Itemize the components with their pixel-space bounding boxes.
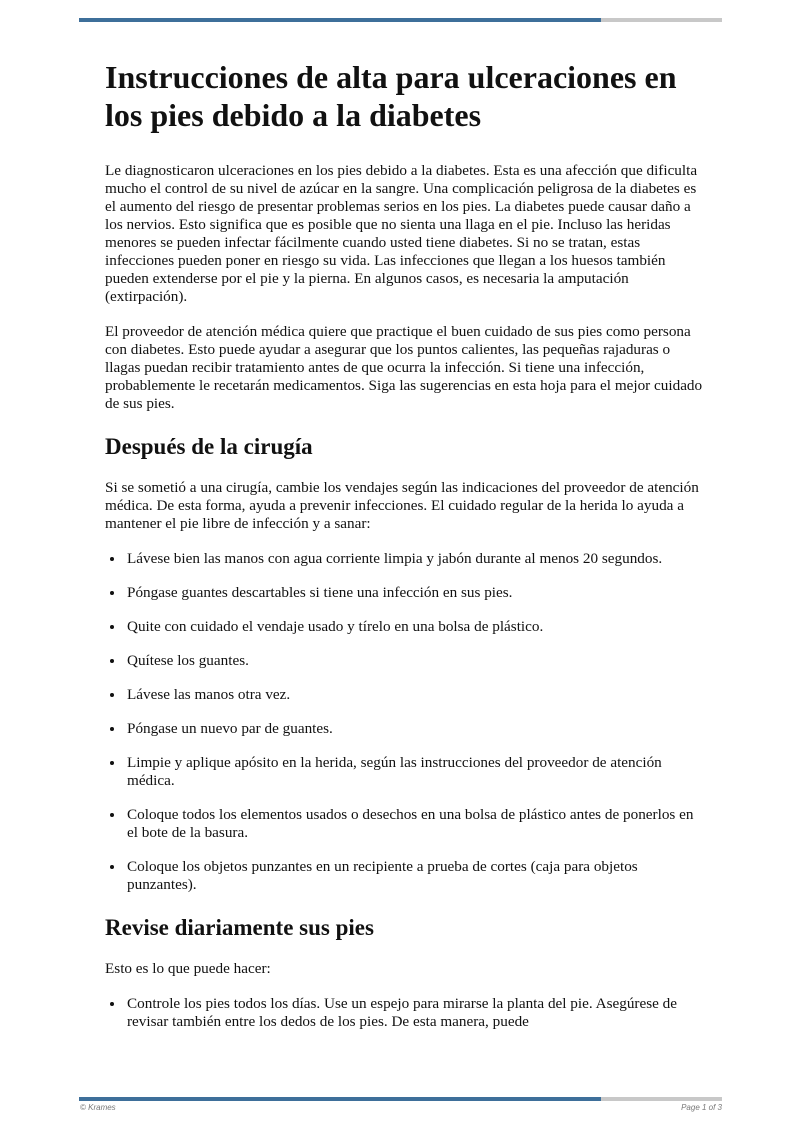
daily-check-list [105,995,705,1031]
footer-page-number: Page 1 of 3 [681,1103,722,1112]
list-item: • Limpie y aplique apósito en la herida, según las instrucciones del proveedor de atención médica. [125,754,705,790]
top-progress-fill [79,18,601,22]
list-item: • Póngase guantes descartables si tiene una infección en sus pies. [125,584,705,602]
top-progress-bar [79,18,722,22]
list-item: • Lávese las manos otra vez. [125,686,705,704]
list-item: • Quítese los guantes. [125,652,705,670]
document-body [105,58,705,1031]
list-item: • Póngase un nuevo par de guantes. [125,720,705,738]
section-heading-after-surgery: Después de la cirugía [105,434,313,459]
section-heading-daily-check: Revise diariamente sus pies [105,915,374,940]
bottom-progress-bar [79,1097,722,1101]
bottom-progress-fill [79,1097,601,1101]
list-item: • Coloque todos los elementos usados o desechos en una bolsa de plástico antes de ponerlos en el bote de la basura. [125,806,705,842]
intro-paragraph-2: El proveedor de atención médica quiere que practique el buen cuidado de sus pies como persona con diabetes. Esto puede ayudar a asegurar que los puntos calientes, las pequeñas rajaduras o llagas puedan recibir tratamiento antes de que ocurra la infección. Si tiene una infección, probablemente le recetarán medicamentos. Siga las sugerencias en esta hoja para el mejor cuidado de sus pies. [105,323,703,412]
section-text-daily-check: Esto es lo que puede hacer: [105,960,271,977]
list-item: • Coloque los objetos punzantes en un recipiente a prueba de cortes (caja para objetos punzantes). [125,858,705,894]
list-item: • Controle los pies todos los días. Use un espejo para mirarse la planta del pie. Asegúrese de revisar también entre los dedos de los pies. De esta manera, puede [125,995,705,1031]
footer-copyright: © Krames [80,1103,116,1112]
after-surgery-list [105,550,705,894]
list-item: • Lávese bien las manos con agua corriente limpia y jabón durante al menos 20 segundos. [125,550,705,568]
intro-paragraph-1: Le diagnosticaron ulceraciones en los pies debido a la diabetes. Esta es una afección que dificulta mucho el control de su nivel de azúcar en la sangre. Una complicación peligrosa de la diabetes es el aumento del riesgo de presentar problemas serios en los pies. La diabetes puede causar daño a los nervios. Esto significa que es posible que no sienta una llaga en el pie. Incluso las heridas menores se pueden infectar fácilmente cuando usted tiene diabetes. Si no se tratan, estas infecciones pueden poner en riesgo su vida. Las infecciones que llegan a los huesos también pueden extenderse por el pie y la pierna. En algunos casos, es necesaria la amputación (extirpación). [105,162,698,305]
list-item: • Quite con cuidado el vendaje usado y tírelo en una bolsa de plástico. [125,618,705,636]
section-text-after-surgery: Si se sometió a una cirugía, cambie los vendajes según las indicaciones del proveedor de atención médica. De esta forma, ayuda a prevenir infecciones. El cuidado regular de la herida lo ayuda a mantener el pie libre de infección y a sanar: [105,479,699,532]
page-title: Instrucciones de alta para ulceraciones en los pies debido a la diabetes [105,59,677,133]
